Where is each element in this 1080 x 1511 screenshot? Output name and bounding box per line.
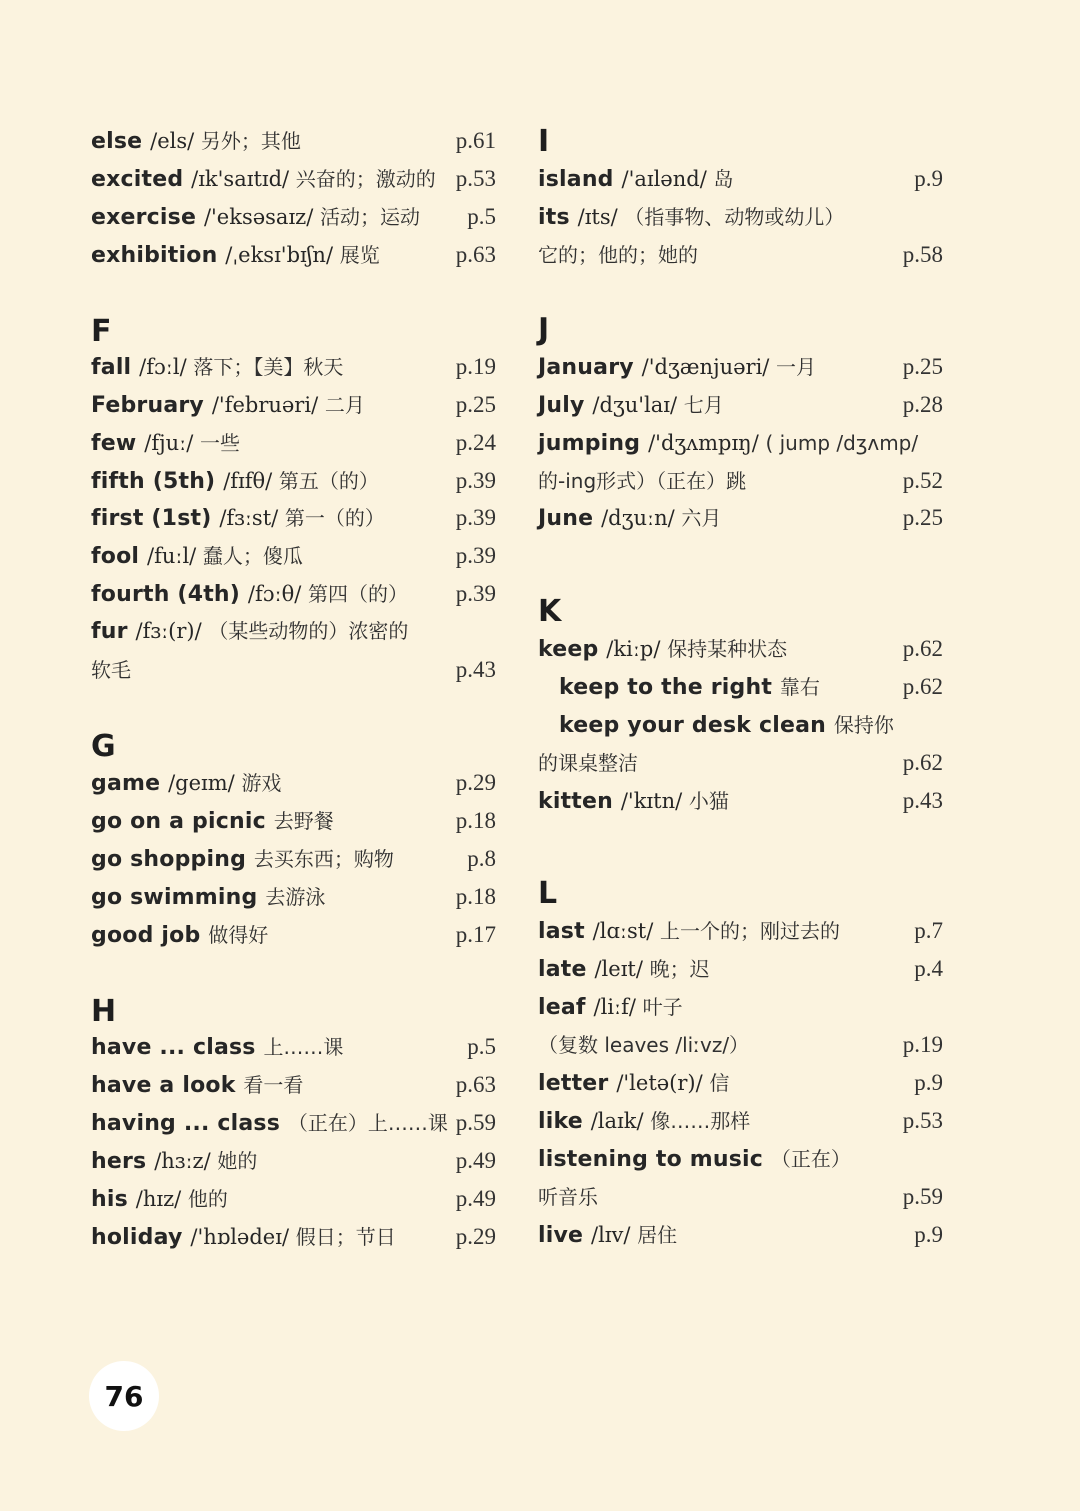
entry-page-ref: p.8 (467, 846, 496, 871)
index-entry (538, 744, 943, 782)
index-entry (91, 802, 496, 840)
index-entry (538, 386, 943, 424)
entry-word: island (538, 167, 622, 192)
entry-phonetic: /fɔːθ/ (247, 582, 308, 606)
entry-meaning: 保持某种状态 (667, 637, 788, 661)
entry-meaning: 做得好 (208, 923, 269, 947)
entry-page-ref: p.29 (455, 770, 496, 795)
section-letter-f: F (91, 314, 112, 349)
section-letter-h: H (91, 994, 117, 1029)
entry-phonetic: /fɜː(r)/ (135, 619, 209, 643)
entry-phonetic: /ˌeksɪ'bɪʃn/ (225, 243, 340, 267)
index-entry (538, 912, 943, 950)
index-entry (91, 1066, 496, 1104)
entry-word: June (538, 506, 602, 531)
entry-page-ref: p.19 (455, 354, 496, 379)
index-entry (91, 348, 496, 386)
entry-meaning: 岛 (713, 167, 734, 191)
entry-phonetic: /'eksəsaɪz/ (203, 205, 320, 229)
entry-meaning: 去游泳 (265, 885, 326, 909)
index-entry (91, 1028, 496, 1066)
index-entry (91, 122, 496, 160)
entry-meaning: 的-ing形式）（正在）跳 (538, 469, 747, 493)
entry-page-ref: p.62 (902, 750, 943, 775)
entry-phonetic: /geɪm/ (168, 771, 242, 795)
entry-meaning: 的课桌整洁 (538, 751, 638, 775)
index-entry (538, 950, 943, 988)
entry-meaning: 第五（的） (278, 469, 379, 493)
entry-word: have a look (91, 1073, 244, 1098)
entry-word: leaf (538, 995, 594, 1020)
entry-word: July (538, 393, 593, 418)
entry-page-ref: p.25 (902, 354, 943, 379)
entry-meaning: 假日；节日 (295, 1225, 396, 1249)
index-entry (538, 1102, 943, 1140)
entry-page-ref: p.59 (455, 1110, 496, 1135)
index-entry (538, 1026, 943, 1064)
entry-meaning: 落下；【美】秋天 (193, 355, 344, 379)
entry-word: listening to music (538, 1147, 771, 1172)
entry-word: like (538, 1109, 591, 1134)
entry-page-ref: p.9 (914, 1222, 943, 1247)
entry-meaning: 像……那样 (650, 1109, 751, 1133)
entry-page-ref: p.24 (455, 430, 496, 455)
entry-meaning: 去买东西；购物 (253, 847, 394, 871)
entry-page-ref: p.58 (902, 242, 943, 267)
entry-word: excited (91, 167, 192, 192)
entry-meaning: 保持你 (833, 713, 894, 737)
index-entry (91, 651, 496, 689)
entry-meaning: 靠右 (779, 675, 820, 699)
section-letter-k: K (538, 594, 562, 629)
index-entry (538, 198, 943, 236)
index-entry (91, 764, 496, 802)
entry-word: go on a picnic (91, 809, 274, 834)
entry-word: fur (91, 619, 136, 644)
entry-phonetic: /hɪz/ (135, 1187, 188, 1211)
entry-phonetic: /'hɒlədeɪ/ (190, 1225, 296, 1249)
entry-page-ref: p.39 (455, 581, 496, 606)
entry-page-ref: p.59 (902, 1184, 943, 1209)
entry-word: exercise (91, 205, 204, 230)
entry-page-ref: p.9 (914, 166, 943, 191)
index-entry (91, 198, 496, 236)
entry-page-ref: p.39 (455, 468, 496, 493)
entry-word: else (91, 129, 151, 154)
entry-phonetic: /fuːl/ (147, 544, 203, 568)
index-entry (538, 1140, 943, 1178)
index-entry (91, 462, 496, 500)
entry-word: game (91, 771, 169, 796)
index-entry (91, 236, 496, 274)
entry-phonetic: /liːf/ (593, 995, 643, 1019)
entry-meaning: 七月 (683, 393, 724, 417)
entry-page-ref: p.5 (467, 204, 496, 229)
entry-phonetic: /dʒu'laɪ/ (592, 393, 684, 417)
entry-phonetic: /lɪv/ (591, 1223, 638, 1247)
entry-word: keep your desk clean (559, 713, 834, 738)
entry-meaning: 第一（的） (284, 506, 385, 530)
entry-phonetic: /ɪts/ (577, 205, 625, 229)
entry-meaning: （复数 leaves /liːvz/） (538, 1033, 750, 1057)
entry-meaning: 叶子 (642, 995, 683, 1019)
index-entry (538, 782, 943, 820)
entry-meaning: 居住 (637, 1223, 678, 1247)
entry-page-ref: p.25 (455, 392, 496, 417)
entry-word: fifth (5th) (91, 469, 224, 494)
entry-word: January (538, 355, 642, 380)
entry-page-ref: p.62 (902, 636, 943, 661)
entry-page-ref: p.39 (455, 505, 496, 530)
entry-word: jumping (538, 431, 649, 456)
entry-meaning: 六月 (681, 506, 722, 530)
index-entry (91, 499, 496, 537)
entry-meaning: 她的 (217, 1149, 258, 1173)
index-entry (91, 1218, 496, 1256)
entry-page-ref: p.43 (902, 788, 943, 813)
entry-meaning: 听音乐 (538, 1185, 598, 1209)
entry-page-ref: p.49 (455, 1186, 496, 1211)
entry-word: fool (91, 544, 147, 569)
index-entry (538, 1216, 943, 1254)
entry-meaning: 活动；运动 (320, 205, 420, 229)
entry-page-ref: p.17 (455, 922, 496, 947)
index-entry (91, 916, 496, 954)
index-entry (91, 1180, 496, 1218)
index-entry (538, 706, 943, 744)
index-entry (91, 878, 496, 916)
entry-word: letter (538, 1071, 617, 1096)
entry-word: go shopping (91, 847, 254, 872)
entry-phonetic: /fɔːl/ (139, 355, 194, 379)
entry-word: its (538, 205, 578, 230)
entry-page-ref: p.18 (455, 884, 496, 909)
entry-word: exhibition (91, 243, 226, 268)
entry-word: go swimming (91, 885, 266, 910)
entry-page-ref: p.52 (902, 468, 943, 493)
entry-meaning: 一月 (776, 355, 817, 379)
index-entry (91, 1104, 496, 1142)
section-letter-j: J (538, 312, 550, 347)
entry-meaning: 去野餐 (273, 809, 334, 833)
index-entry (538, 630, 943, 668)
entry-phonetic: /'kɪtn/ (620, 789, 689, 813)
entry-page-ref: p.39 (455, 543, 496, 568)
entry-meaning: （正在） (770, 1147, 851, 1171)
entry-phonetic: /fɜːst/ (219, 506, 285, 530)
entry-phonetic: /'dʒænjuəri/ (641, 355, 777, 379)
index-entry (91, 840, 496, 878)
entry-word: February (91, 393, 212, 418)
entry-phonetic: /'letə(r)/ (616, 1071, 710, 1095)
entry-word: last (538, 919, 593, 944)
index-entry (538, 160, 943, 198)
index-entry (538, 424, 943, 462)
entry-meaning: 它的；他的；她的 (538, 243, 698, 267)
entry-phonetic: /'dʒʌmpɪŋ/ (648, 431, 766, 455)
entry-phonetic: /leɪt/ (594, 957, 650, 981)
entry-word: his (91, 1187, 136, 1212)
index-entry (91, 575, 496, 613)
entry-page-ref: p.4 (914, 956, 943, 981)
entry-word: keep to the right (559, 675, 780, 700)
index-entry (538, 236, 943, 274)
entry-meaning: 信 (709, 1071, 730, 1095)
entry-page-ref: p.25 (902, 505, 943, 530)
entry-meaning: 蠢人；傻瓜 (202, 544, 303, 568)
entry-page-ref: p.63 (455, 1072, 496, 1097)
entry-phonetic: /dʒuːn/ (601, 506, 682, 530)
entry-meaning: 软毛 (91, 658, 131, 682)
index-entry (91, 537, 496, 575)
entry-meaning: 兴奋的；激动的 (295, 167, 436, 191)
index-entry (538, 1064, 943, 1102)
entry-meaning: 展览 (339, 243, 380, 267)
section-letter-g: G (91, 729, 116, 764)
entry-page-ref: p.53 (902, 1108, 943, 1133)
entry-meaning: 游戏 (241, 771, 282, 795)
page-number: 76 (104, 1379, 144, 1413)
entry-phonetic: /hɜːz/ (154, 1149, 218, 1173)
entry-word: first (1st) (91, 506, 220, 531)
entry-word: few (91, 431, 145, 456)
entry-phonetic: /laɪk/ (590, 1109, 651, 1133)
entry-page-ref: p.5 (467, 1034, 496, 1059)
section-letter-l: L (538, 876, 558, 911)
section-letter-i: I (538, 124, 550, 159)
entry-meaning: ( jump /dʒʌmp/ (765, 431, 919, 455)
entry-meaning: 看一看 (243, 1073, 304, 1097)
entry-word: hers (91, 1149, 155, 1174)
entry-page-ref: p.61 (455, 128, 496, 153)
entry-word: live (538, 1223, 592, 1248)
entry-word: fourth (4th) (91, 582, 248, 607)
entry-page-ref: p.28 (902, 392, 943, 417)
entry-meaning: 晚；迟 (649, 957, 710, 981)
entry-page-ref: p.49 (455, 1148, 496, 1173)
entry-page-ref: p.43 (455, 657, 496, 682)
entry-meaning: 他的 (187, 1187, 228, 1211)
entry-phonetic: /fjuː/ (144, 431, 200, 455)
index-entry (91, 386, 496, 424)
entry-meaning: 另外；其他 (200, 129, 301, 153)
page-number-badge (89, 1361, 159, 1431)
index-entry (91, 424, 496, 462)
entry-word: having ... class (91, 1111, 288, 1136)
index-entry (538, 348, 943, 386)
entry-word: good job (91, 923, 209, 948)
index-entry (538, 499, 943, 537)
index-entry (538, 668, 943, 706)
entry-phonetic: /kiːp/ (606, 637, 668, 661)
entry-page-ref: p.53 (455, 166, 496, 191)
entry-phonetic: /lɑːst/ (592, 919, 660, 943)
index-entry (538, 1178, 943, 1216)
entry-meaning: （正在）上……课 (287, 1111, 448, 1135)
index-entry (538, 462, 943, 500)
entry-meaning: 二月 (324, 393, 365, 417)
entry-word: holiday (91, 1225, 191, 1250)
entry-page-ref: p.19 (902, 1032, 943, 1057)
entry-word: keep (538, 637, 607, 662)
index-entry (91, 612, 496, 650)
index-entry (91, 1142, 496, 1180)
entry-meaning: （某些动物的）浓密的 (208, 619, 409, 643)
entry-meaning: 第四（的） (307, 582, 408, 606)
entry-word: kitten (538, 789, 621, 814)
entry-phonetic: /'februəri/ (211, 393, 325, 417)
entry-page-ref: p.18 (455, 808, 496, 833)
entry-page-ref: p.29 (455, 1224, 496, 1249)
entry-page-ref: p.7 (914, 918, 943, 943)
entry-meaning: （指事物、动物或幼儿） (624, 205, 845, 229)
entry-word: fall (91, 355, 140, 380)
entry-page-ref: p.62 (902, 674, 943, 699)
entry-word: have ... class (91, 1035, 264, 1060)
entry-word: late (538, 957, 595, 982)
entry-meaning: 上一个的；刚过去的 (659, 919, 840, 943)
entry-phonetic: /ɪk'saɪtɪd/ (191, 167, 296, 191)
entry-phonetic: /fɪfθ/ (223, 469, 279, 493)
entry-meaning: 上……课 (263, 1035, 344, 1059)
entry-phonetic: /'aɪlənd/ (621, 167, 714, 191)
entry-page-ref: p.63 (455, 242, 496, 267)
entry-phonetic: /els/ (150, 129, 201, 153)
index-entry (538, 988, 943, 1026)
index-entry (91, 160, 496, 198)
entry-meaning: 小猫 (688, 789, 729, 813)
entry-page-ref: p.9 (914, 1070, 943, 1095)
entry-meaning: 一些 (200, 431, 240, 455)
